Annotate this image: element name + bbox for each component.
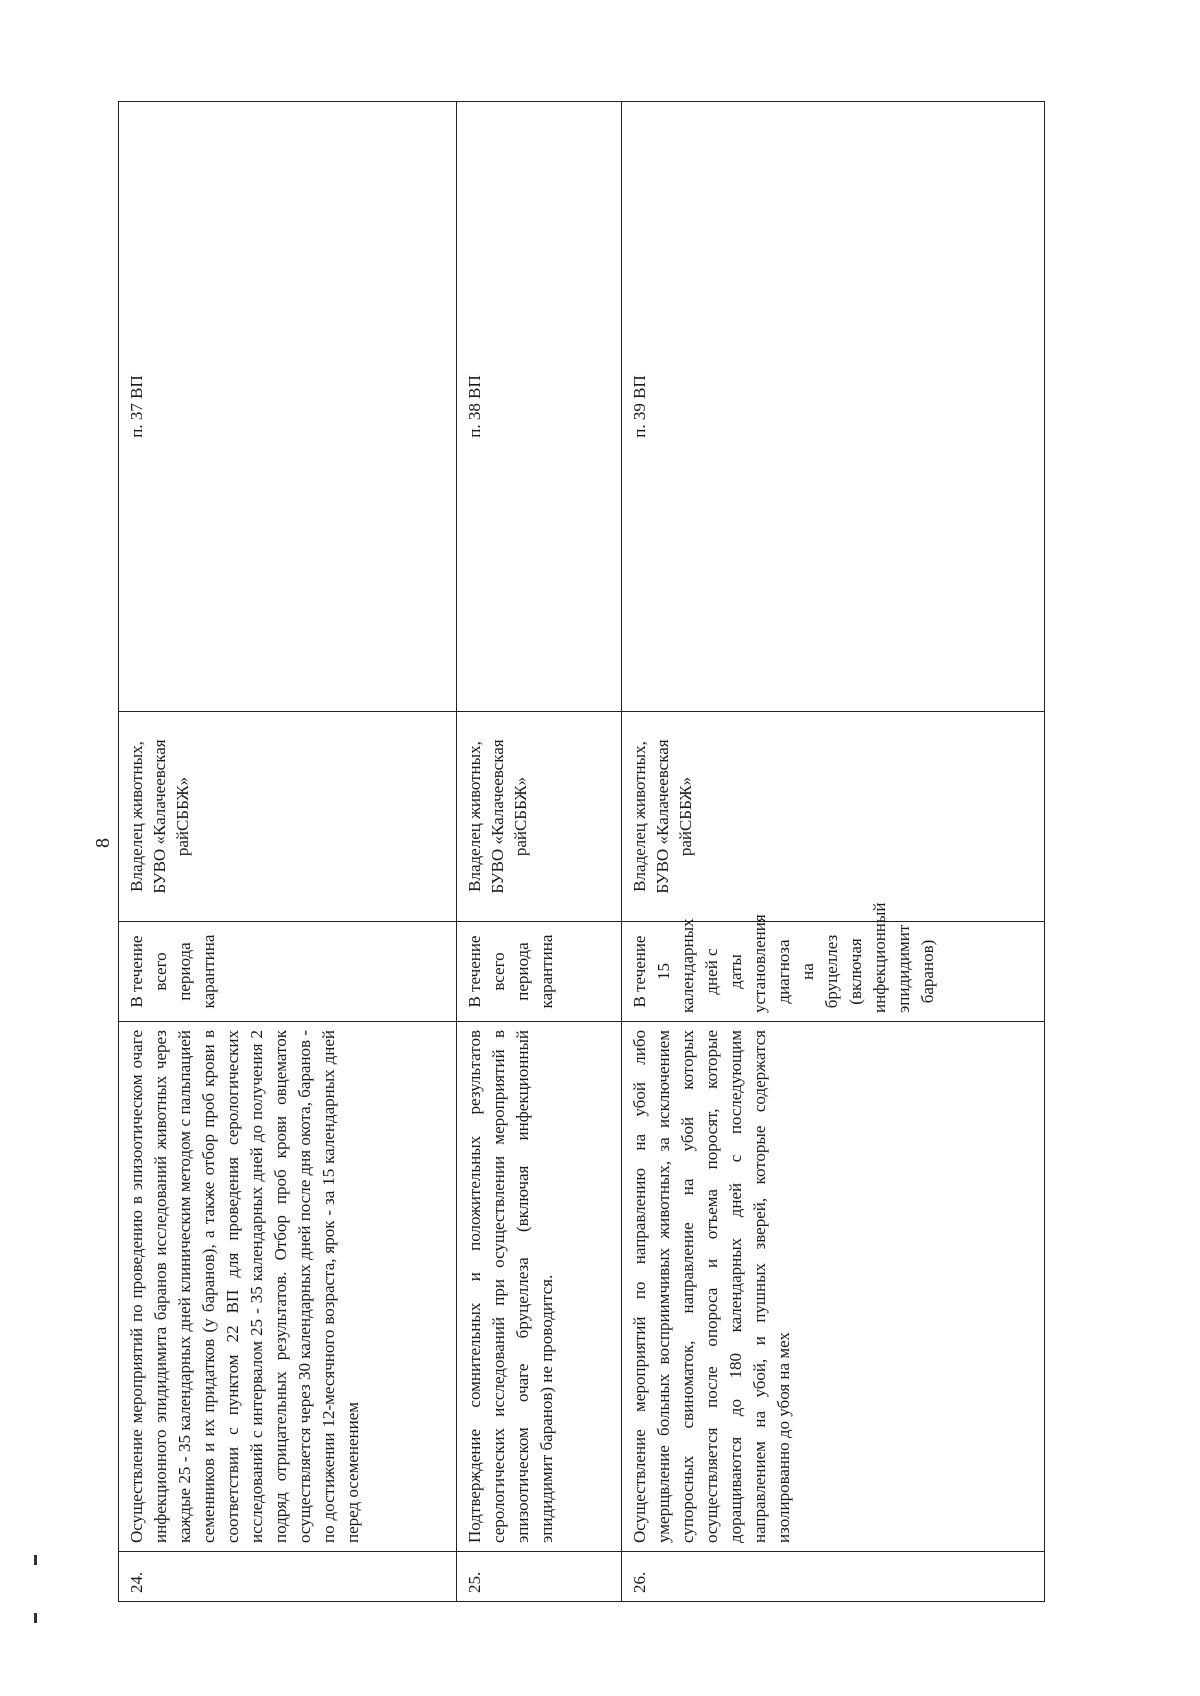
page-number: 8 bbox=[92, 838, 114, 848]
rotated-sheet bbox=[90, 58, 1110, 1628]
measure-reference: п. 37 ВП bbox=[119, 102, 457, 712]
measure-responsible: Владелец животных, БУВО «Калачеевская райСББЖ» bbox=[457, 712, 622, 922]
measure-term: В течение всего периода карантина bbox=[457, 922, 622, 1022]
scan-mark bbox=[34, 1613, 37, 1623]
measures-table bbox=[118, 101, 1045, 1602]
measure-term: В течение 15 календарных дней с даты установления диагноза на бруцеллез (включая инфекционный эпидидимит баранов) bbox=[622, 922, 1045, 1022]
row-number: 26. bbox=[622, 1552, 1045, 1602]
measure-reference: п. 39 ВП bbox=[622, 102, 1045, 712]
measure-description: Осуществление мероприятий по направлению на убой либо умерщвление больных восприимчивых животных, за исключением супоросных свиноматок, направление на убой которых осуществляется после опороса и отъема поросят, которые доращиваются до 180 календарных дней с последующим направлением на убой, и пушных зверей, которые содержатся изолированно до убоя на мех bbox=[622, 1022, 1045, 1552]
row-number: 24. bbox=[119, 1552, 457, 1602]
table-row bbox=[622, 102, 1045, 1602]
measure-responsible: Владелец животных, БУВО «Калачеевская райСББЖ» bbox=[622, 712, 1045, 922]
row-number: 25. bbox=[457, 1552, 622, 1602]
scan-mark bbox=[34, 1555, 37, 1565]
measure-description: Подтверждение сомнительных и положительных результатов серологических исследований при осуществлении мероприятий в эпизоотическом очаге бруцеллеза (включая инфекционный эпидидимит баранов) не проводится. bbox=[457, 1022, 622, 1552]
measure-responsible: Владелец животных, БУВО «Калачеевская райСББЖ» bbox=[119, 712, 457, 922]
measure-term: В течение всего периода карантина bbox=[119, 922, 457, 1022]
measure-description: Осуществление мероприятий по проведению в эпизоотическом очаге инфекционного эпидидимита баранов исследований животных через каждые 25 - 35 календарных дней клиническим методом с пальпацией семенников и их придатков (у баранов), а также отбор проб крови в соответствии с пунктом 22 ВП для проведения серологических исследований с интервалом 25 - 35 календарных дней до получения 2 подряд отрицательных результатов. Отбор проб крови овцематок осуществляется через 30 календарных дней после дня окота, баранов - по достижении 12-месячного возраста, ярок - за 15 календарных дней перед осеменением bbox=[119, 1022, 457, 1552]
table-row bbox=[119, 102, 457, 1602]
table-row bbox=[457, 102, 622, 1602]
measure-reference: п. 38 ВП bbox=[457, 102, 622, 712]
